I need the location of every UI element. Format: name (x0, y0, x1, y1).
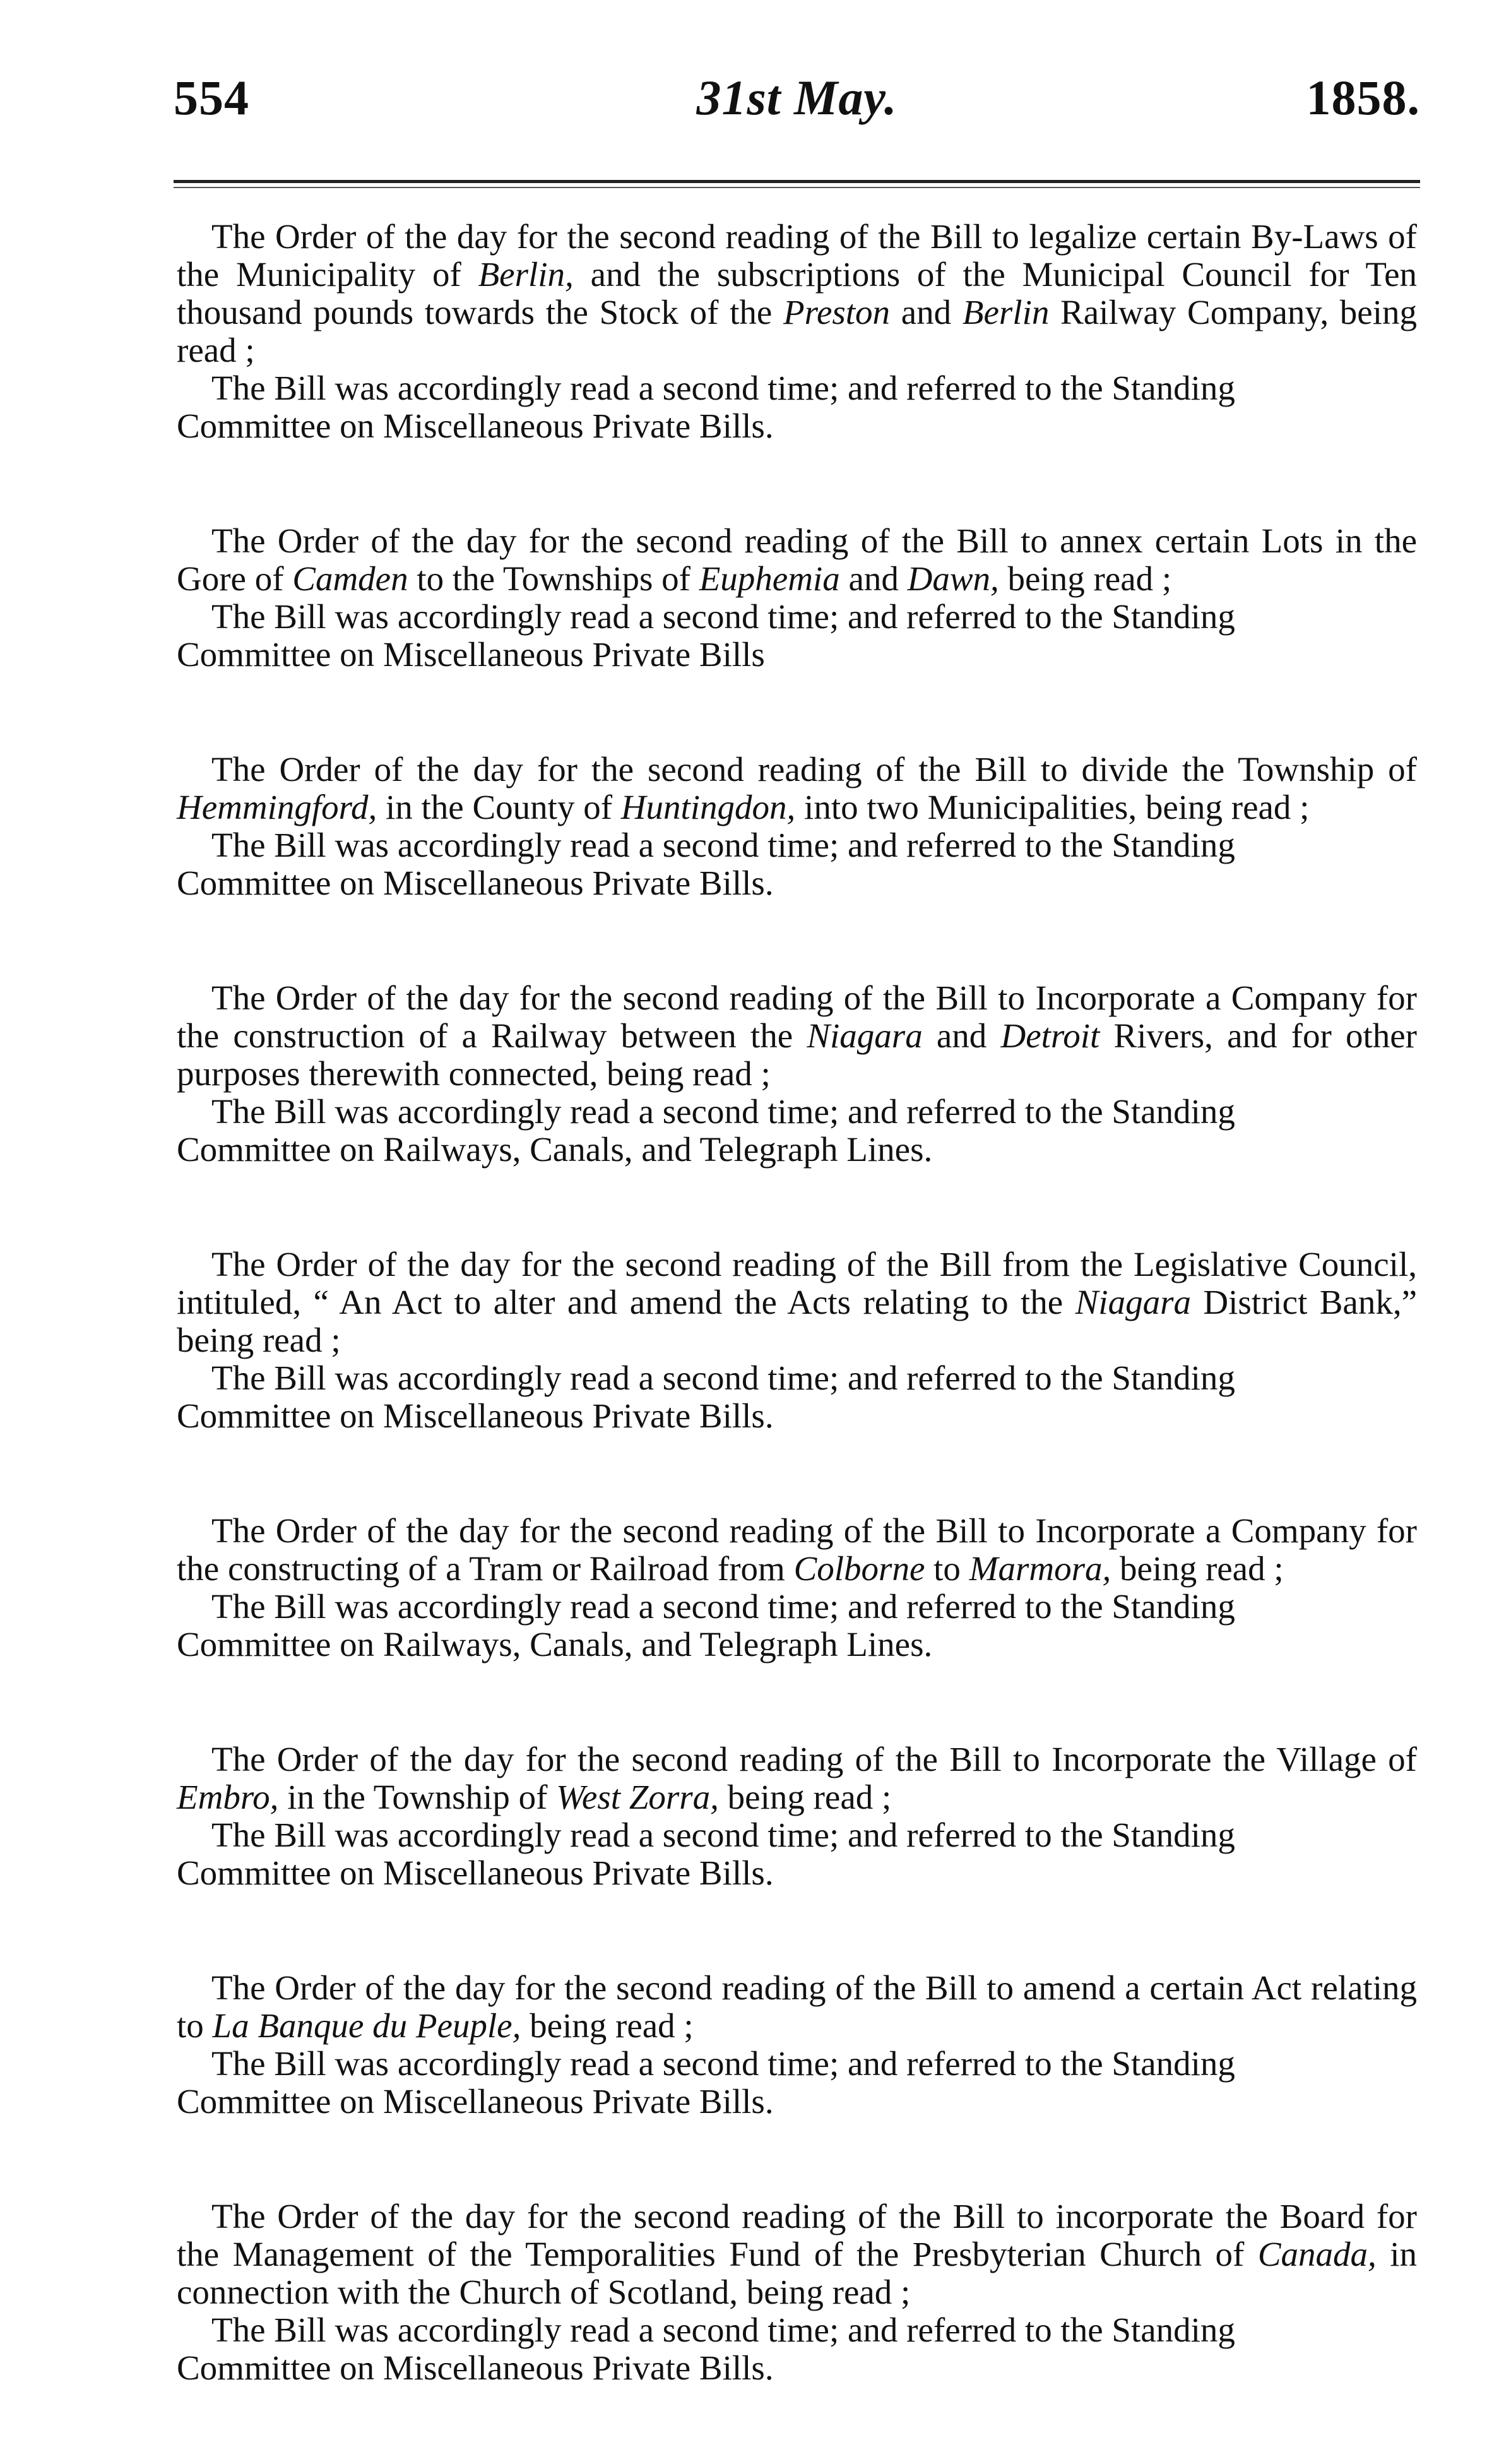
committee-line: Committee on Miscellaneous Private Bills. (177, 1396, 774, 1435)
italic-place-name: La Banque du Peuple, (212, 2006, 521, 2045)
order-text: being read ; (718, 1778, 892, 1816)
order-text: The Order of the day for the second reading of the Bill to annex certain Lots in the Gore of (177, 521, 1417, 598)
order-text: into two Municipalities, being read ; (795, 788, 1310, 826)
order-of-the-day (177, 218, 1417, 369)
order-of-the-day (177, 1512, 1417, 1588)
bill-result (177, 2311, 1417, 2387)
page-date: 31st May. (696, 70, 898, 125)
journal-entry (177, 1512, 1417, 1663)
order-of-the-day (177, 1741, 1417, 1816)
order-text: in the County of (377, 788, 621, 826)
result-line: The Bill was accordingly read a second time; and referred to the Standing (211, 2044, 1235, 2083)
header-rule (174, 180, 1420, 183)
order-text: The Order of the day for the second reading of the Bill to amend a certain Act relating to (177, 1968, 1417, 2045)
order-text: and the subscriptions of the Municipal Council for Ten thousand pounds towards the Stock of the (177, 255, 1417, 331)
italic-place-name: Dawn, (907, 559, 999, 598)
result-line: The Bill was accordingly read a second time; and referred to the Standing (211, 1587, 1235, 1626)
header-rule-thin (174, 187, 1420, 188)
order-of-the-day (177, 751, 1417, 826)
journal-entry (177, 2198, 1417, 2387)
journal-entry (177, 979, 1417, 1169)
italic-place-name: West Zorra, (556, 1778, 719, 1816)
committee-line: Committee on Miscellaneous Private Bills (177, 635, 765, 674)
committee-line: Committee on Miscellaneous Private Bills. (177, 2082, 774, 2121)
committee-line: Committee on Miscellaneous Private Bills. (177, 1854, 774, 1892)
journal-entry (177, 1741, 1417, 1892)
result-line: The Bill was accordingly read a second time; and referred to the Standing (211, 1359, 1235, 1397)
committee-line: Committee on Miscellaneous Private Bills. (177, 864, 774, 902)
italic-place-name: Niagara (1075, 1283, 1191, 1321)
order-text: and (890, 293, 963, 331)
result-line: The Bill was accordingly read a second time; and referred to the Standing (211, 369, 1235, 407)
result-line: The Bill was accordingly read a second time; and referred to the Standing (211, 2311, 1235, 2349)
page-number: 554 (174, 70, 249, 125)
order-text: The Order of the day for the second reading of the Bill to Incorporate a Company for the construction of a Railway between the (177, 979, 1417, 1055)
journal-entry (177, 1246, 1417, 1435)
committee-line: Committee on Railways, Canals, and Telegraph Lines. (177, 1130, 933, 1169)
order-of-the-day (177, 1969, 1417, 2045)
journal-body (177, 218, 1417, 2464)
italic-place-name: Embro, (177, 1778, 279, 1816)
order-text: to the Townships of (408, 559, 699, 598)
bill-result (177, 2045, 1417, 2121)
page-header (174, 69, 1420, 126)
order-text: Rivers, and for other purposes therewith connected, being read ; (177, 1016, 1417, 1093)
italic-place-name: Preston (783, 293, 891, 331)
order-text: being read ; (998, 559, 1172, 598)
order-text: in the Township of (278, 1778, 557, 1816)
italic-place-name: Niagara (807, 1016, 923, 1055)
order-text: being read ; (1111, 1549, 1284, 1588)
bill-result (177, 598, 1417, 674)
result-line: The Bill was accordingly read a second time; and referred to the Standing (211, 1816, 1235, 1854)
order-text: in connection with the Church of Scotland, being read ; (177, 2235, 1417, 2311)
italic-place-name: Canada, (1257, 2235, 1377, 2273)
order-text: The Order of the day for the second reading of the Bill to legalize certain By-Laws of the Municipality of (177, 217, 1417, 294)
journal-entry (177, 751, 1417, 902)
italic-place-name: Marmora, (969, 1549, 1111, 1588)
order-text: Railway Company, being read ; (177, 293, 1417, 369)
bill-result (177, 369, 1417, 445)
bill-result (177, 1588, 1417, 1663)
journal-entry (177, 218, 1417, 445)
order-text: to (925, 1549, 969, 1588)
journal-entry (177, 1969, 1417, 2121)
order-text: and (839, 559, 908, 598)
order-text: The Order of the day for the second reading of the Bill from the Legislative Council, intituled, “ An Act to alter and amend the Acts relating to the (177, 1245, 1417, 1321)
order-of-the-day (177, 979, 1417, 1093)
result-line: The Bill was accordingly read a second time; and referred to the Standing (211, 1092, 1235, 1131)
order-text: District Bank,” being read ; (177, 1283, 1418, 1359)
order-of-the-day (177, 2198, 1417, 2311)
order-text: being read ; (521, 2006, 694, 2045)
bill-result (177, 1816, 1417, 1892)
committee-line: Committee on Railways, Canals, and Telegraph Lines. (177, 1625, 933, 1663)
order-of-the-day (177, 1246, 1417, 1359)
order-text: The Order of the day for the second reading of the Bill to Incorporate the Village of (211, 1740, 1417, 1778)
italic-place-name: Berlin (962, 293, 1050, 331)
journal-entry (177, 522, 1417, 674)
committee-line: Committee on Miscellaneous Private Bills. (177, 2348, 774, 2387)
order-text: The Order of the day for the second reading of the Bill to divide the Township of (211, 750, 1417, 789)
result-line: The Bill was accordingly read a second time; and referred to the Standing (211, 597, 1235, 636)
bill-result (177, 1093, 1417, 1169)
italic-place-name: Huntingdon, (620, 788, 796, 826)
italic-place-name: Camden (292, 559, 408, 598)
result-line: The Bill was accordingly read a second time; and referred to the Standing (211, 826, 1235, 864)
order-text: The Order of the day for the second reading of the Bill to Incorporate a Company for the constructing of a Tram or Railroad from (177, 1511, 1417, 1588)
italic-place-name: Hemmingford, (177, 788, 377, 826)
page-year: 1858. (1306, 70, 1420, 125)
order-text: and (922, 1016, 1001, 1055)
order-of-the-day (177, 522, 1417, 598)
italic-place-name: Berlin, (478, 255, 574, 294)
bill-result (177, 1359, 1417, 1435)
italic-place-name: Euphemia (699, 559, 840, 598)
order-text: The Order of the day for the second reading of the Bill to incorporate the Board for the Management of the Temporalities Fund of the Presbyterian Church of (177, 2197, 1417, 2273)
bill-result (177, 826, 1417, 902)
italic-place-name: Colborne (793, 1549, 925, 1588)
committee-line: Committee on Miscellaneous Private Bills. (177, 407, 774, 445)
italic-place-name: Detroit (1000, 1016, 1100, 1055)
